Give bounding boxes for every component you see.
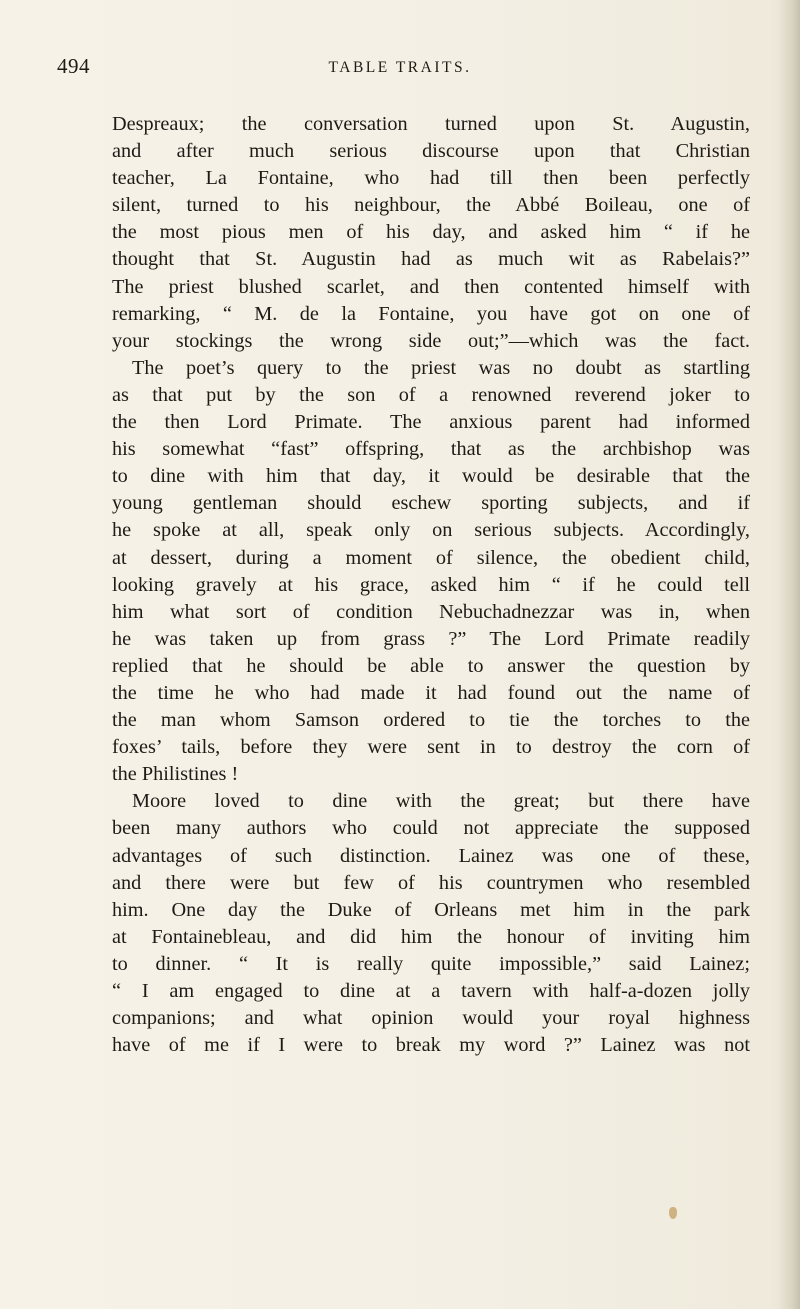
- text-line: to dine with him that day, it would be desirable that the: [112, 465, 750, 488]
- running-head: TABLE TRAITS.: [328, 59, 472, 76]
- text-line: foxes’ tails, before they were sent in to destroy the corn of: [112, 736, 750, 759]
- text-line: The poet’s query to the priest was no doubt as startling: [132, 356, 750, 379]
- text-line: been many authors who could not appreciate the supposed: [112, 817, 750, 840]
- text-line: and there were but few of his countrymen who resembled: [112, 871, 750, 894]
- text-line: at Fontainebleau, and did him the honour of inviting him: [112, 925, 750, 948]
- text-line: companions; and what opinion would your royal highness: [112, 1007, 750, 1030]
- text-line: his somewhat “fast” offspring, that as the archbishop was: [112, 438, 750, 461]
- text-line: the then Lord Primate. The anxious parent had informed: [112, 411, 750, 434]
- text-line: the most pious men of his day, and asked him “ if he: [112, 221, 750, 244]
- text-line: your stockings the wrong side out;”—which was the fact.: [112, 329, 750, 352]
- text-line: the time he who had made it had found out the name of: [112, 681, 750, 704]
- page-number: 494: [57, 54, 90, 78]
- ink-smudge: [669, 1207, 677, 1219]
- text-line: the Philistines !: [112, 763, 239, 786]
- text-line: The priest blushed scarlet, and then contented himself with: [112, 275, 750, 298]
- page-edge-shadow: [778, 0, 800, 1309]
- text-line: and after much serious discourse upon that Christian: [112, 140, 750, 163]
- text-line: have of me if I were to break my word ?” Lainez was not: [112, 1034, 750, 1057]
- text-line: teacher, La Fontaine, who had till then been perfectly: [112, 167, 750, 190]
- text-line: him what sort of condition Nebuchadnezzar was in, when: [112, 600, 750, 623]
- text-line: the man whom Samson ordered to tie the torches to the: [112, 709, 750, 732]
- text-line: to dinner. “ It is really quite impossible,” said Lainez;: [112, 952, 750, 975]
- text-line: at dessert, during a moment of silence, the obedient child,: [112, 546, 750, 569]
- text-line: “ I am engaged to dine at a tavern with half-a-dozen jolly: [112, 980, 750, 1002]
- text-line: Despreaux; the conversation turned upon St. Augustin,: [112, 113, 750, 135]
- text-line: Moore loved to dine with the great; but there have: [132, 790, 750, 813]
- text-line: remarking, “ M. de la Fontaine, you have got on one of: [112, 302, 750, 325]
- text-line: silent, turned to his neighbour, the Abbé Boileau, one of: [112, 194, 750, 217]
- text-line: thought that St. Augustin had as much wit as Rabelais?”: [112, 248, 750, 271]
- text-line: him. One day the Duke of Orleans met him in the park: [112, 898, 750, 921]
- text-line: young gentleman should eschew sporting subjects, and if: [112, 492, 750, 515]
- text-line: he spoke at all, speak only on serious subjects. Accordingly,: [112, 519, 750, 542]
- text-line: looking gravely at his grace, asked him “ if he could tell: [112, 573, 750, 596]
- body-text: [112, 111, 750, 1059]
- text-line: as that put by the son of a renowned reverend joker to: [112, 383, 750, 406]
- text-line: he was taken up from grass ?” The Lord Primate readily: [112, 627, 750, 650]
- text-line: replied that he should be able to answer the question by: [112, 654, 750, 677]
- text-line: advantages of such distinction. Lainez was one of these,: [112, 844, 750, 867]
